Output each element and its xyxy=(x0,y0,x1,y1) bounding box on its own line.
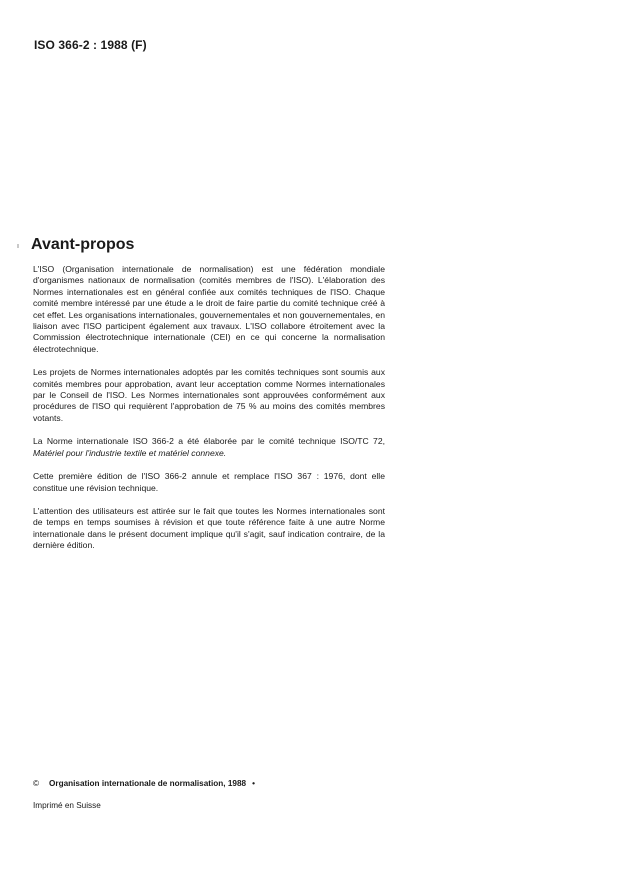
paragraph-edition: Cette première édition de l'ISO 366-2 annule et remplace l'ISO 367 : 1976, dont elle constitue une révision technique. xyxy=(33,471,385,493)
printed-in: Imprimé en Suisse xyxy=(33,801,101,810)
tc-title: Matériel pour l'industrie textile et matériel connexe. xyxy=(33,447,227,458)
foreword-body xyxy=(33,264,385,564)
footer xyxy=(33,779,255,810)
copyright-line xyxy=(33,779,255,788)
paragraph-attention: L'attention des utilisateurs est attirée sur le fait que toutes les Normes internationales sont de temps en temps soumises à révision et que toute référence faite à une autre Norme internationale dans le présent document implique qu'il s'agit, sauf indication contraire, de la dernière édition. xyxy=(33,505,385,551)
paragraph-approval: Les projets de Normes internationales adoptés par les comités techniques sont soumis aux comités membres pour approbation, avant leur acceptation comme Normes internationales par le Conseil de l'ISO. Les Normes internationales sont approuvées conformément aux procédures de l'ISO qui requièrent l'approbation de 75 % au moins des comités membres votants. xyxy=(33,367,385,423)
bullet-icon: • xyxy=(252,779,255,788)
paragraph-technical-committee xyxy=(33,436,385,459)
copyright-icon: © xyxy=(33,779,40,788)
margin-mark xyxy=(17,244,19,248)
tc-text: La Norme internationale ISO 366-2 a été élaborée par le comité technique ISO/TC 72, xyxy=(33,436,385,447)
foreword-title: Avant-propos xyxy=(31,236,135,253)
paragraph-iso-intro: L'ISO (Organisation internationale de normalisation) est une fédération mondiale d'organismes nationaux de normalisation (comités membres de l'ISO). L'élaboration des Normes internationales est en général confiée aux comités techniques de l'ISO. Chaque comité membre intéressé par une étude a le droit de faire partie du comité technique créé à cet effet. Les organisations internationales, gouvernementales et non gouvernementales, en liaison avec l'ISO participent également aux travaux. L'ISO collabore étroitement avec la Commission électrotechnique internationale (CEI) en ce qui concerne la normalisation électrotechnique. xyxy=(33,264,385,354)
document-id: ISO 366-2 : 1988 (F) xyxy=(34,38,147,52)
copyright-text: Organisation internationale de normalisation, 1988 xyxy=(49,779,247,788)
